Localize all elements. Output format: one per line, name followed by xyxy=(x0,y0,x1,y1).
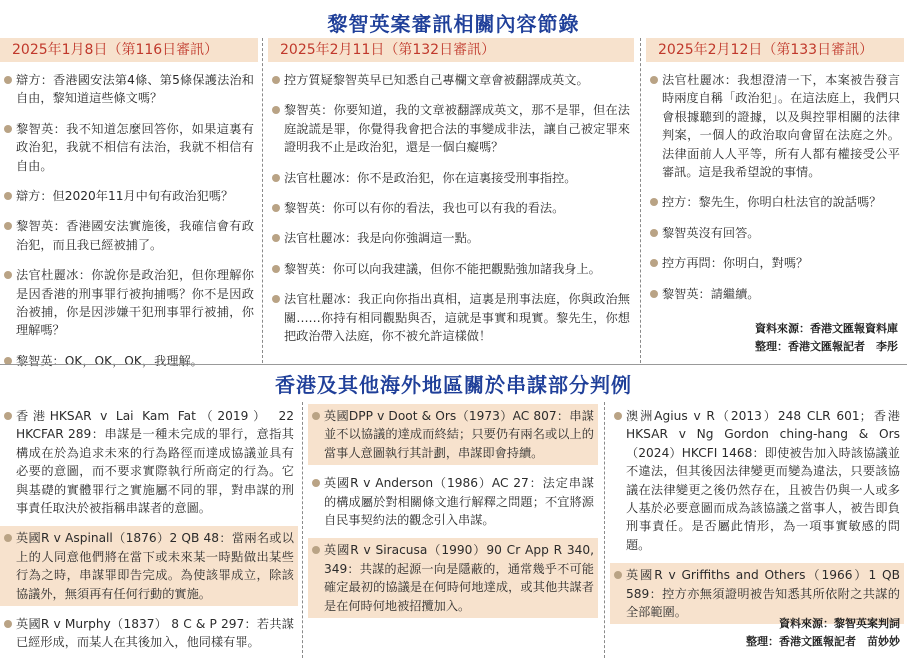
transcript-item: 黎智英：香港國安法實施後，我確信會有政治犯，而且我已經被捕了。 xyxy=(0,214,258,257)
trial-day-132-column xyxy=(268,38,634,354)
bullet-icon xyxy=(4,271,12,279)
column-divider xyxy=(640,38,641,363)
bullet-icon xyxy=(272,295,280,303)
transcript-item: 法官杜麗冰：你不是政治犯，你在這裏接受刑事指控。 xyxy=(268,166,634,190)
case-item: 英國R v Griffiths and Others（1966）1 QB 589：控方亦無須證明被告知悉其所依附之共謀的全部範圍。 xyxy=(610,563,904,624)
case-law-column-3 xyxy=(610,404,904,630)
case-law-column-1 xyxy=(0,404,298,661)
bullet-icon xyxy=(650,259,658,267)
bullet-icon xyxy=(650,198,658,206)
column-divider xyxy=(302,402,303,658)
date-header: 2025年2月11日（第132日審訊） xyxy=(268,38,634,62)
transcript-item: 控方：黎先生，你明白杜法官的說話嗎？ xyxy=(646,190,904,214)
case-item: 英國R v Murphy（1837） 8 C & P 297：若共謀已經形成，而某人在其後加入，他同樣有罪。 xyxy=(0,612,298,655)
bullet-icon xyxy=(614,412,622,420)
case-item: 英國DPP v Doot & Ors（1973）AC 807：串謀並不以協議的達成而終結；只要仍有兩名或以上的當事人意圖執行其計劃，串謀即會持續。 xyxy=(308,404,598,465)
transcript-item: 法官杜麗冰：我是向你強調這一點。 xyxy=(268,226,634,250)
source-credit: 資料來源：香港文匯報資料庫 整理：香港文匯報記者 李彤 xyxy=(755,322,898,353)
date-header: 2025年2月12日（第133日審訊） xyxy=(646,38,904,62)
transcript-item: 黎智英：請繼續。 xyxy=(646,282,904,306)
transcript-item: 法官杜麗冰：我想澄清一下，本案被告發言時兩度自稱「政治犯」。在這法庭上，我們只會根據聽到的證據，以及與控罪相關的法律判案，一個人的政治取向會留在法庭之外。法律面前人人平等，所有人都有權接受公平審訊。這是我希望說的事情。 xyxy=(646,68,904,184)
case-item: 英國R v Aspinall（1876）2 QB 48：當兩名或以上的人同意他們將在當下或未來某一時點做出某些行為之時，串謀罪即告完成。為使該罪成立，除該協議外，無須再有任何行動的實施。 xyxy=(0,526,298,606)
bullet-icon xyxy=(4,534,12,542)
bullet-icon xyxy=(272,234,280,242)
section1-title: 黎智英案審訊相關內容節錄 xyxy=(327,12,580,36)
date-header: 2025年1月8日（第116日審訊） xyxy=(0,38,258,62)
bullet-icon xyxy=(312,479,320,487)
transcript-item: 黎智英：你要知道，我的文章被翻譯成英文，那不是罪，但在法庭說謊是罪，你覺得我會把合法的事變成非法，讓自己被定罪來證明我不止是政治犯，還是一個白癡嗎？ xyxy=(268,98,634,159)
case-law-column-2 xyxy=(308,404,598,624)
bullet-icon xyxy=(272,106,280,114)
bullet-icon xyxy=(272,76,280,84)
bullet-icon xyxy=(272,204,280,212)
case-item: 香港HKSAR v Lai Kam Fat（2019） 22 HKCFAR 289：串謀是一種未完成的罪行，意指其構成在於為追求未來的行為路徑而達成協議並具有必要的意圖，而不要求實際執行所商定的行為。它與基礎的實體罪行之實施屬不同的罪，對串謀的刑事責任取決於被指稱串謀者的意圖。 xyxy=(0,404,298,520)
column-divider xyxy=(604,402,605,658)
transcript-item: 黎智英沒有回答。 xyxy=(646,221,904,245)
section-divider xyxy=(0,364,907,365)
transcript-item: 黎智英：OK，OK，OK，我理解。 xyxy=(0,349,258,373)
bullet-icon xyxy=(4,412,12,420)
bullet-icon xyxy=(4,76,12,84)
bullet-icon xyxy=(4,222,12,230)
bullet-icon xyxy=(650,229,658,237)
transcript-item: 辯方：香港國安法第4條、第5條保護法治和自由，黎知道這些條文嗎？ xyxy=(0,68,258,111)
bullet-icon xyxy=(614,571,622,579)
transcript-item: 黎智英：你可以有你的看法，我也可以有我的看法。 xyxy=(268,196,634,220)
trial-day-116-column xyxy=(0,38,258,379)
transcript-item: 控方質疑黎智英早已知悉自己專欄文章會被翻譯成英文。 xyxy=(268,68,634,92)
transcript-item: 辯方：但2020年11月中旬有政治犯嗎？ xyxy=(0,184,258,208)
transcript-item: 法官杜麗冰：我正向你指出真相，這裏是刑事法庭，你與政治無關……你持有相同觀點與否，這就是事實和現實。黎先生，你想把政治帶入法庭，你不被允許這樣做！ xyxy=(268,287,634,348)
bullet-icon xyxy=(4,192,12,200)
section2-title: 香港及其他海外地區關於串謀部分判例 xyxy=(275,373,632,397)
transcript-item: 控方再問：你明白，對嗎？ xyxy=(646,251,904,275)
trial-day-133-column xyxy=(646,38,904,312)
case-item: 英國R v Anderson（1986）AC 27：法定串謀的構成屬於對相關條文進行解釋之問題；不宜將源自民事契約法的觀念引入串謀。 xyxy=(308,471,598,532)
case-item: 英國R v Siracusa（1990）90 Cr App R 340, 349：共謀的起源一向是隱蔽的，通常幾乎不可能確定最初的協議是在何時何地達成，或其他共謀者是在何時何地被招攬加入。 xyxy=(308,538,598,618)
bullet-icon xyxy=(312,412,320,420)
bullet-icon xyxy=(312,546,320,554)
bullet-icon xyxy=(650,76,658,84)
transcript-item: 黎智英：你可以向我建議，但你不能把觀點強加諸我身上。 xyxy=(268,257,634,281)
column-divider xyxy=(262,38,263,363)
transcript-item: 法官杜麗冰：你說你是政治犯，但你理解你是因香港的刑事罪行被拘捕嗎？你不是因政治被捕，你是因涉嫌干犯刑事罪行被捕，你理解嗎？ xyxy=(0,263,258,343)
bullet-icon xyxy=(650,290,658,298)
transcript-item: 黎智英：我不知道怎麼回答你，如果這裏有政治犯，我就不相信有法治，我就不相信有自由。 xyxy=(0,117,258,178)
source-credit: 資料來源：黎智英案判詞 整理：香港文匯報記者 苗妙妙 xyxy=(746,617,900,648)
bullet-icon xyxy=(4,620,12,628)
case-item: 澳洲Agius v R（2013）248 CLR 601；香港HKSAR v Ng Gordon ching-hang & Ors（2024）HKCFI 1468：即使被告加入時該協議並不違法，但其後因法律變更而變為違法，只要該協議在法律變更之後仍然存在，且被告仍與一人或多人基於必要意圖而成為該協議之當事人，被告即負刑事責任。是否屬此情形，為一項事實敏感的問題。 xyxy=(610,404,904,557)
bullet-icon xyxy=(4,125,12,133)
bullet-icon xyxy=(272,174,280,182)
bullet-icon xyxy=(272,265,280,273)
